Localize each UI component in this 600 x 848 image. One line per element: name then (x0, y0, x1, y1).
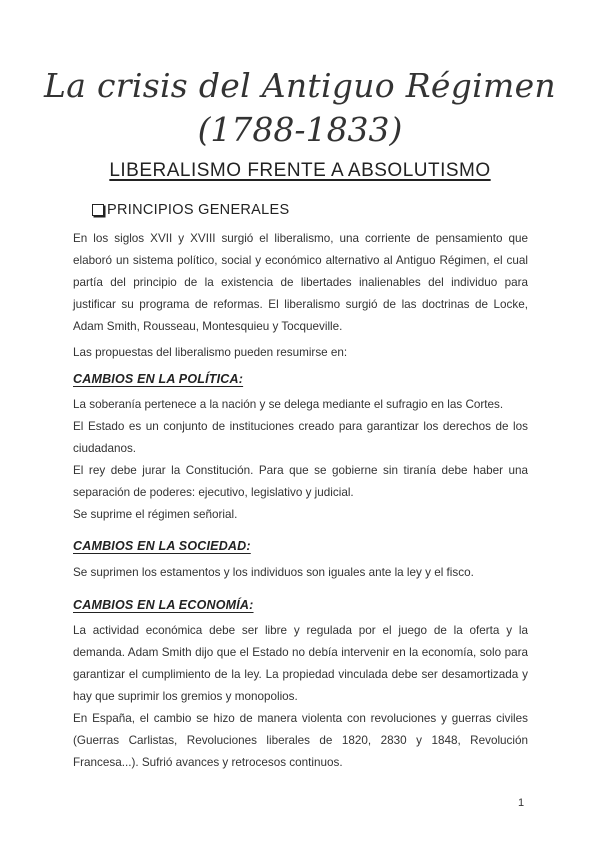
heading-economia: CAMBIOS EN LA ECONOMÍA: (73, 598, 254, 612)
section-principios (92, 202, 289, 218)
politica-item-4: Se suprime el régimen señorial. (73, 508, 238, 521)
checkbox-bullet-icon (92, 204, 104, 216)
document-title-years: (1788-1833) (197, 110, 403, 149)
sociedad-item-1: Se suprimen los estamentos y los individuos son iguales ante la ley y el fisco. (73, 566, 474, 579)
politica-item-1: La soberanía pertenece a la nación y se delega mediante el sufragio en las Cortes. (73, 398, 504, 411)
heading-sociedad: CAMBIOS EN LA SOCIEDAD: (73, 539, 251, 553)
economia-item-1: La actividad económica debe ser libre y regulada por el juego de la oferta y la demanda. Adam Smith dijo que el Estado no debía intervenir en la economía, solo para garantizar el cumplimiento de la ley. La propiedad vinculada debe ser desamortizada y hay que suprimir los gremios y monopolios. (73, 624, 528, 703)
subtitle-text: LIBERALISMO FRENTE A ABSOLUTISMO (109, 160, 491, 181)
section-principios-label: PRINCIPIOS GENERALES (107, 202, 290, 218)
subtitle (0, 160, 600, 182)
economia-item-2: En España, el cambio se hizo de manera violenta con revoluciones y guerras civiles (Guerras Carlistas, Revoluciones liberales de 1820, 2830 y 1848, Revolución Francesa...). Sufrió avances y retrocesos continuos. (73, 712, 528, 769)
intro-paragraph: En los siglos XVII y XVIII surgió el liberalismo, una corriente de pensamiento que elaboró un sistema político, social y económico alternativo al Antiguo Régimen, el cual partía del principio de la existencia de libertades inalienables del individuo para justificar su programa de reformas. El liberalismo surgió de las doctrinas de Locke, Adam Smith, Rousseau, Montesquieu y Tocqueville. (73, 232, 528, 333)
politica-item-2: El Estado es un conjunto de instituciones creado para garantizar los derechos de los ciudadanos. (73, 420, 528, 455)
politica-item-3: El rey debe jurar la Constitución. Para que se gobierne sin tiranía debe haber una separación de poderes: ejecutivo, legislativo y judicial. (73, 464, 528, 499)
document-title-line1: La crisis del Antiguo Régimen (44, 66, 556, 105)
page-number: 1 (518, 797, 525, 809)
heading-politica: CAMBIOS EN LA POLÍTICA: (73, 372, 244, 386)
propuestas-line: Las propuestas del liberalismo pueden resumirse en: (73, 346, 348, 359)
